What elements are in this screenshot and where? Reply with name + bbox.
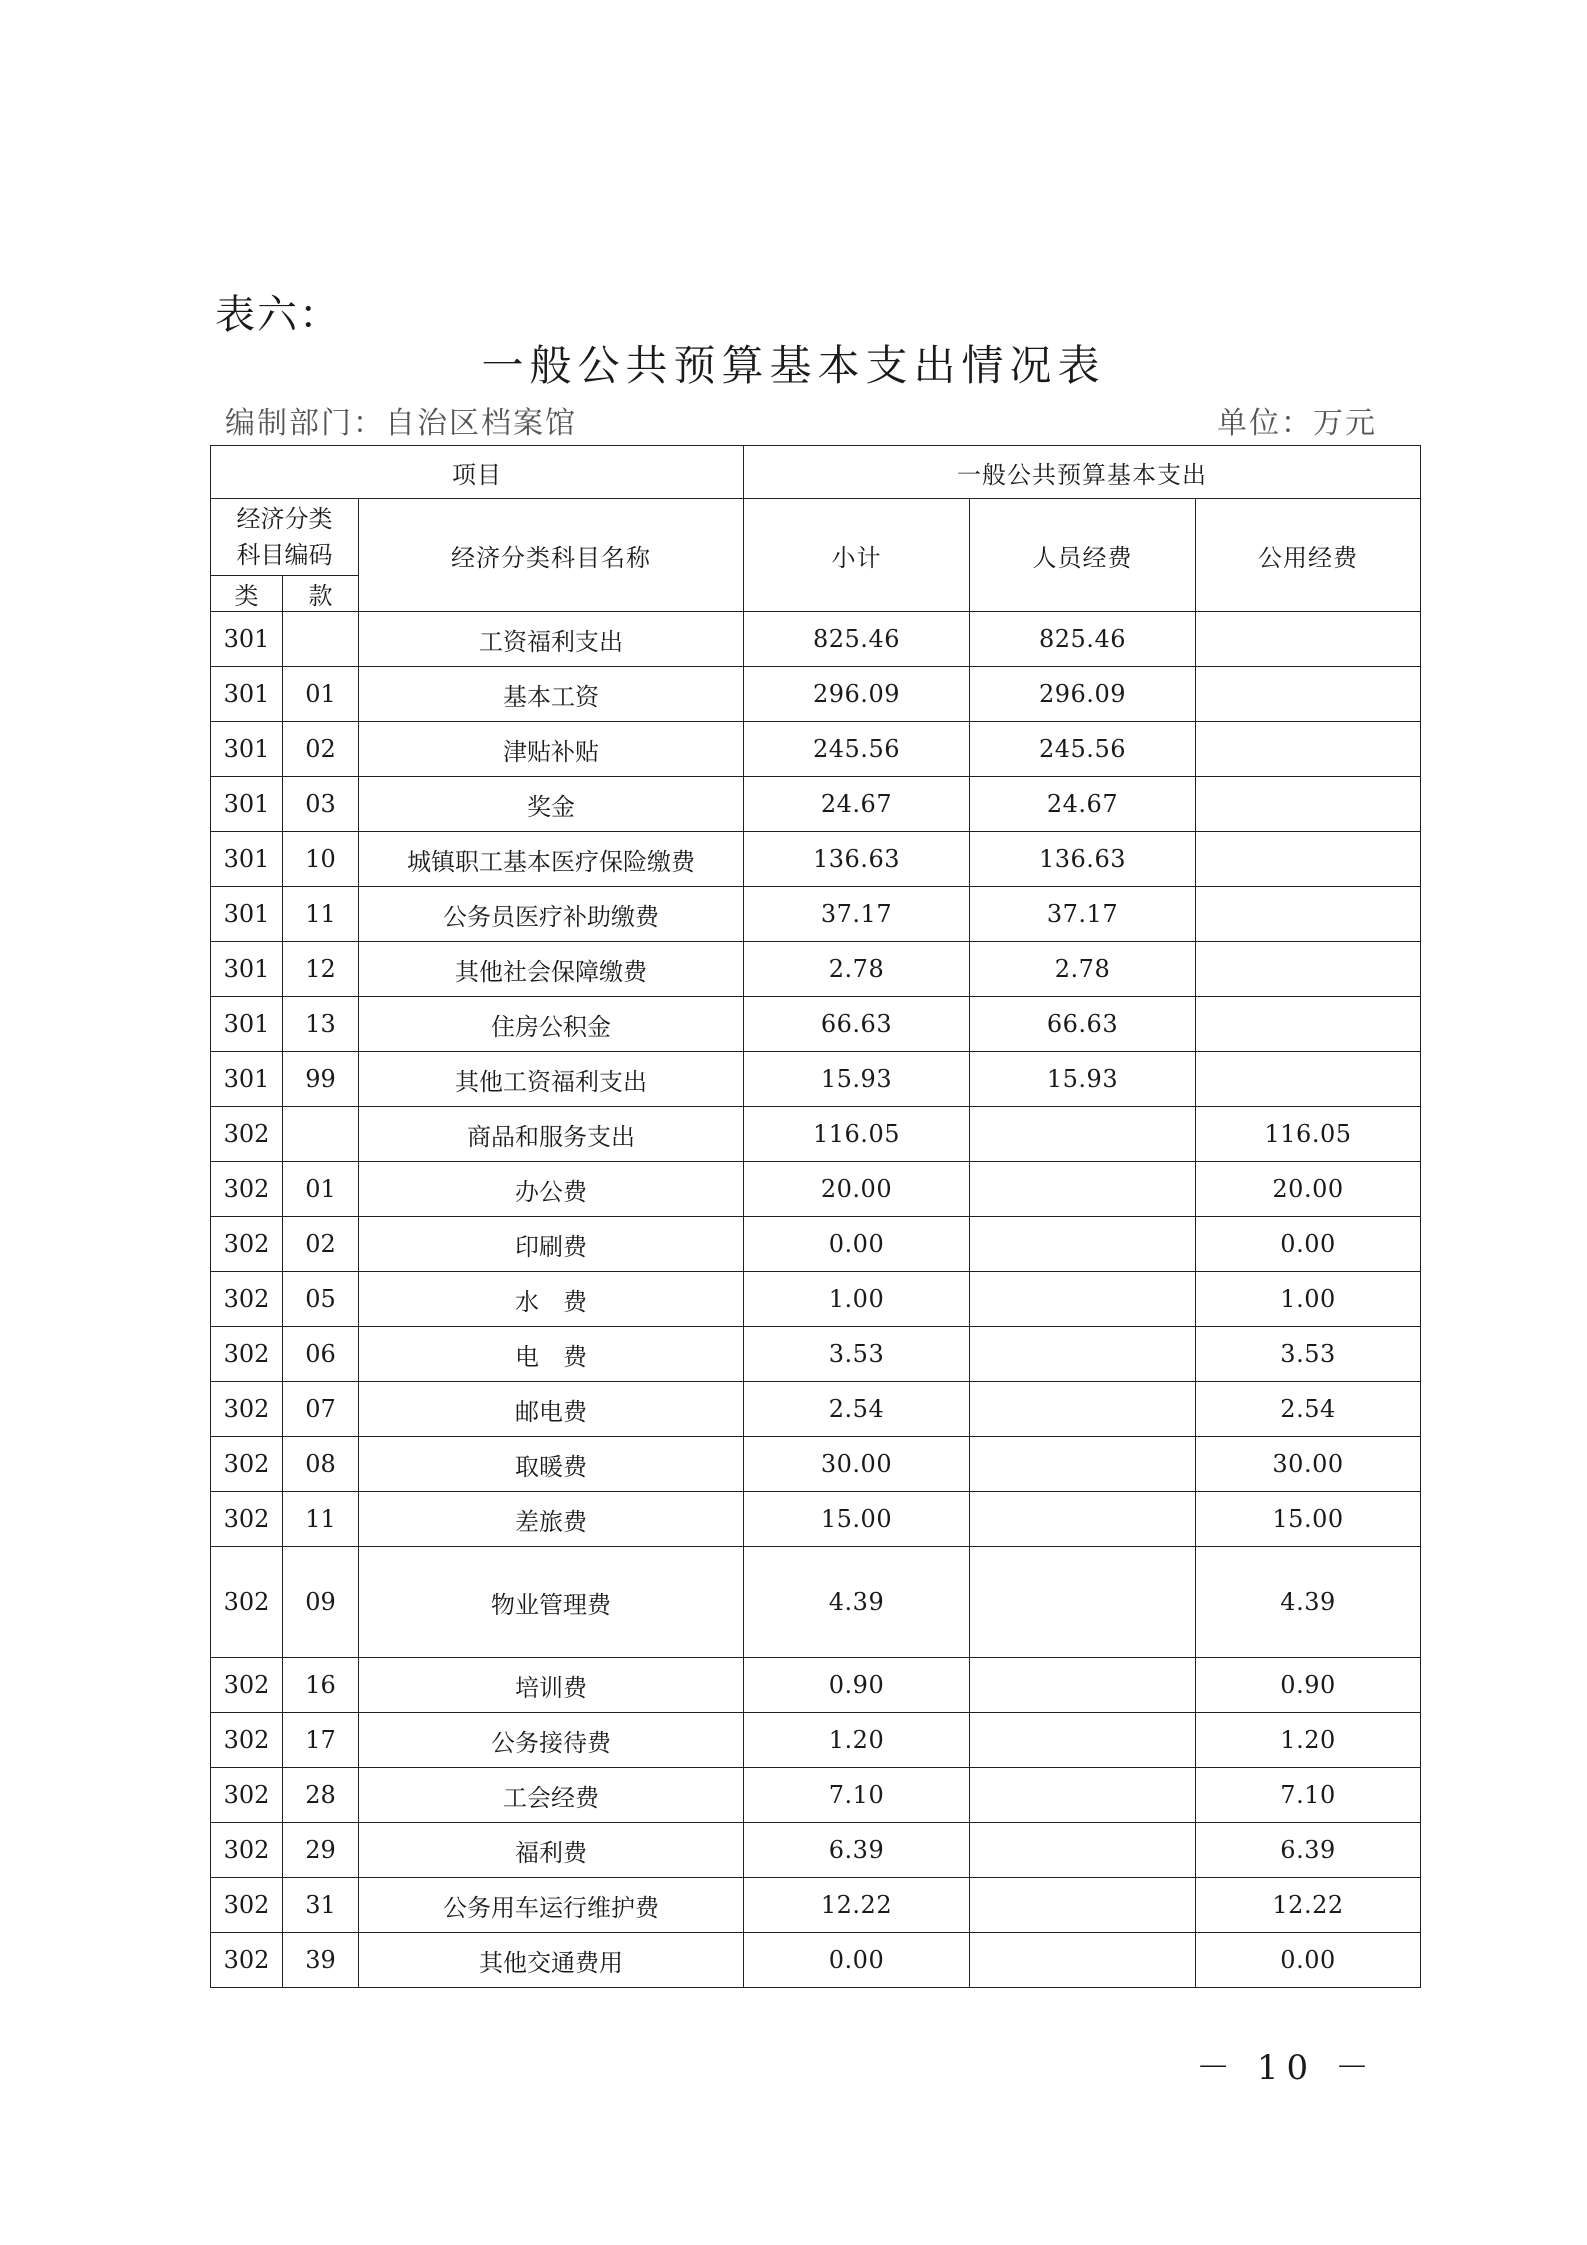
cell-name: 城镇职工基本医疗保险缴费 [359,832,744,887]
table-row [211,1217,1421,1272]
cell-lei: 302 [211,1217,283,1272]
cell-name: 取暖费 [359,1437,744,1492]
table-row [211,1933,1421,1988]
cell-subtotal: 825.46 [744,612,970,667]
cell-lei: 302 [211,1382,283,1437]
cell-subtotal: 0.00 [744,1933,970,1988]
table-row [211,1768,1421,1823]
cell-kuan: 10 [283,832,359,887]
cell-public [1196,997,1421,1052]
cell-personnel [970,1768,1196,1823]
header-row-top [211,446,1421,499]
cell-lei: 302 [211,1933,283,1988]
cell-personnel [970,1217,1196,1272]
table-row [211,1823,1421,1878]
cell-subtotal: 136.63 [744,832,970,887]
cell-subtotal: 0.00 [744,1217,970,1272]
cell-kuan: 06 [283,1327,359,1382]
cell-subtotal: 3.53 [744,1327,970,1382]
cell-name: 差旅费 [359,1492,744,1547]
cell-personnel: 296.09 [970,667,1196,722]
cell-kuan: 31 [283,1878,359,1933]
table-row [211,1547,1421,1658]
header-public: 公用经费 [1196,499,1421,612]
cell-public: 30.00 [1196,1437,1421,1492]
cell-personnel: 66.63 [970,997,1196,1052]
cell-kuan: 01 [283,667,359,722]
cell-subtotal: 15.00 [744,1492,970,1547]
cell-subtotal: 0.90 [744,1658,970,1713]
cell-public: 20.00 [1196,1162,1421,1217]
cell-name: 物业管理费 [359,1547,744,1658]
table-row [211,667,1421,722]
cell-kuan: 12 [283,942,359,997]
header-kuan: 款 [283,576,359,612]
cell-lei: 302 [211,1878,283,1933]
cell-lei: 301 [211,667,283,722]
cell-personnel: 37.17 [970,887,1196,942]
table-row [211,1272,1421,1327]
cell-name: 电 费 [359,1327,744,1382]
cell-lei: 301 [211,832,283,887]
cell-kuan: 28 [283,1768,359,1823]
cell-public [1196,887,1421,942]
cell-public: 15.00 [1196,1492,1421,1547]
cell-subtotal: 2.54 [744,1382,970,1437]
cell-name: 福利费 [359,1823,744,1878]
cell-kuan: 11 [283,1492,359,1547]
table-row [211,1878,1421,1933]
cell-subtotal: 296.09 [744,667,970,722]
cell-kuan: 29 [283,1823,359,1878]
cell-kuan: 17 [283,1713,359,1768]
cell-subtotal: 66.63 [744,997,970,1052]
cell-public: 1.20 [1196,1713,1421,1768]
header-item: 项目 [211,446,744,499]
cell-personnel: 15.93 [970,1052,1196,1107]
cell-name: 工资福利支出 [359,612,744,667]
document-title: 一般公共预算基本支出情况表 [481,341,1106,390]
budget-table [210,445,1421,1988]
cell-public [1196,612,1421,667]
cell-name: 津贴补贴 [359,722,744,777]
cell-name: 商品和服务支出 [359,1107,744,1162]
cell-lei: 302 [211,1162,283,1217]
table-row [211,1162,1421,1217]
cell-subtotal: 6.39 [744,1823,970,1878]
cell-subtotal: 2.78 [744,942,970,997]
table-label: 表六： [215,292,341,338]
cell-public: 4.39 [1196,1547,1421,1658]
header-row-mid [211,499,1421,576]
budget-table-body [211,612,1421,1988]
cell-public: 7.10 [1196,1768,1421,1823]
cell-kuan: 03 [283,777,359,832]
cell-name: 邮电费 [359,1382,744,1437]
cell-name: 公务接待费 [359,1713,744,1768]
cell-kuan: 13 [283,997,359,1052]
cell-name: 基本工资 [359,667,744,722]
cell-public: 1.00 [1196,1272,1421,1327]
cell-lei: 302 [211,1658,283,1713]
header-lei: 类 [211,576,283,612]
cell-lei: 302 [211,1547,283,1658]
cell-name: 其他交通费用 [359,1933,744,1988]
cell-name: 工会经费 [359,1768,744,1823]
cell-name: 公务员医疗补助缴费 [359,887,744,942]
cell-lei: 301 [211,722,283,777]
cell-name: 培训费 [359,1658,744,1713]
cell-name: 水 费 [359,1272,744,1327]
cell-public [1196,667,1421,722]
cell-kuan: 09 [283,1547,359,1658]
table-row [211,777,1421,832]
cell-name: 其他工资福利支出 [359,1052,744,1107]
cell-public [1196,1052,1421,1107]
table-row [211,1327,1421,1382]
cell-lei: 301 [211,777,283,832]
cell-public: 0.90 [1196,1658,1421,1713]
cell-lei: 302 [211,1823,283,1878]
cell-personnel: 2.78 [970,942,1196,997]
cell-subtotal: 12.22 [744,1878,970,1933]
table-row [211,1052,1421,1107]
cell-public [1196,777,1421,832]
cell-subtotal: 30.00 [744,1437,970,1492]
table-row [211,1382,1421,1437]
table-row [211,887,1421,942]
cell-public [1196,722,1421,777]
table-row [211,1107,1421,1162]
header-econ-code-line2: 科目编码 [236,541,333,569]
cell-personnel [970,1382,1196,1437]
cell-personnel [970,1107,1196,1162]
cell-public: 12.22 [1196,1878,1421,1933]
header-econ-code [211,499,359,576]
cell-public: 2.54 [1196,1382,1421,1437]
cell-subtotal: 7.10 [744,1768,970,1823]
cell-lei: 301 [211,612,283,667]
cell-kuan: 02 [283,722,359,777]
cell-personnel: 245.56 [970,722,1196,777]
cell-lei: 302 [211,1713,283,1768]
cell-personnel [970,1327,1196,1382]
cell-name: 其他社会保障缴费 [359,942,744,997]
cell-personnel [970,1492,1196,1547]
table-row [211,1492,1421,1547]
header-econ-name: 经济分类科目名称 [359,499,744,612]
cell-subtotal: 4.39 [744,1547,970,1658]
unit-label: 单位：万元 [1217,406,1377,441]
cell-lei: 302 [211,1327,283,1382]
cell-name: 公务用车运行维护费 [359,1878,744,1933]
cell-kuan: 16 [283,1658,359,1713]
header-econ-code-line1: 经济分类 [236,505,333,533]
table-row [211,1713,1421,1768]
cell-public: 3.53 [1196,1327,1421,1382]
cell-personnel [970,1878,1196,1933]
cell-lei: 302 [211,1437,283,1492]
cell-public: 0.00 [1196,1217,1421,1272]
cell-kuan [283,1107,359,1162]
cell-public: 0.00 [1196,1933,1421,1988]
cell-public [1196,832,1421,887]
cell-subtotal: 116.05 [744,1107,970,1162]
cell-personnel [970,1823,1196,1878]
cell-kuan: 08 [283,1437,359,1492]
cell-kuan: 11 [283,887,359,942]
cell-personnel [970,1933,1196,1988]
compiling-department: 编制部门：自治区档案馆 [225,406,577,441]
cell-subtotal: 15.93 [744,1052,970,1107]
cell-name: 印刷费 [359,1217,744,1272]
table-row [211,832,1421,887]
cell-personnel: 136.63 [970,832,1196,887]
header-subtotal: 小计 [744,499,970,612]
cell-kuan [283,612,359,667]
cell-name: 住房公积金 [359,997,744,1052]
cell-personnel [970,1437,1196,1492]
cell-kuan: 02 [283,1217,359,1272]
cell-kuan: 39 [283,1933,359,1988]
cell-personnel: 24.67 [970,777,1196,832]
cell-subtotal: 1.20 [744,1713,970,1768]
cell-lei: 302 [211,1272,283,1327]
cell-kuan: 99 [283,1052,359,1107]
cell-subtotal: 24.67 [744,777,970,832]
table-row [211,1437,1421,1492]
cell-public: 116.05 [1196,1107,1421,1162]
cell-lei: 301 [211,942,283,997]
cell-personnel [970,1658,1196,1713]
cell-lei: 301 [211,1052,283,1107]
cell-personnel: 825.46 [970,612,1196,667]
page-number: － 10 － [1196,2048,1377,2088]
cell-lei: 302 [211,1107,283,1162]
table-row [211,722,1421,777]
cell-subtotal: 1.00 [744,1272,970,1327]
header-budget: 一般公共预算基本支出 [744,446,1421,499]
cell-public: 6.39 [1196,1823,1421,1878]
cell-personnel [970,1713,1196,1768]
cell-kuan: 01 [283,1162,359,1217]
table-row [211,942,1421,997]
cell-lei: 302 [211,1492,283,1547]
cell-personnel [970,1162,1196,1217]
cell-lei: 302 [211,1768,283,1823]
cell-personnel [970,1272,1196,1327]
cell-kuan: 07 [283,1382,359,1437]
cell-kuan: 05 [283,1272,359,1327]
cell-name: 办公费 [359,1162,744,1217]
table-row [211,612,1421,667]
cell-subtotal: 245.56 [744,722,970,777]
cell-name: 奖金 [359,777,744,832]
cell-subtotal: 20.00 [744,1162,970,1217]
cell-lei: 301 [211,997,283,1052]
table-row [211,997,1421,1052]
cell-lei: 301 [211,887,283,942]
header-personnel: 人员经费 [970,499,1196,612]
table-row [211,1658,1421,1713]
cell-subtotal: 37.17 [744,887,970,942]
cell-personnel [970,1547,1196,1658]
cell-public [1196,942,1421,997]
